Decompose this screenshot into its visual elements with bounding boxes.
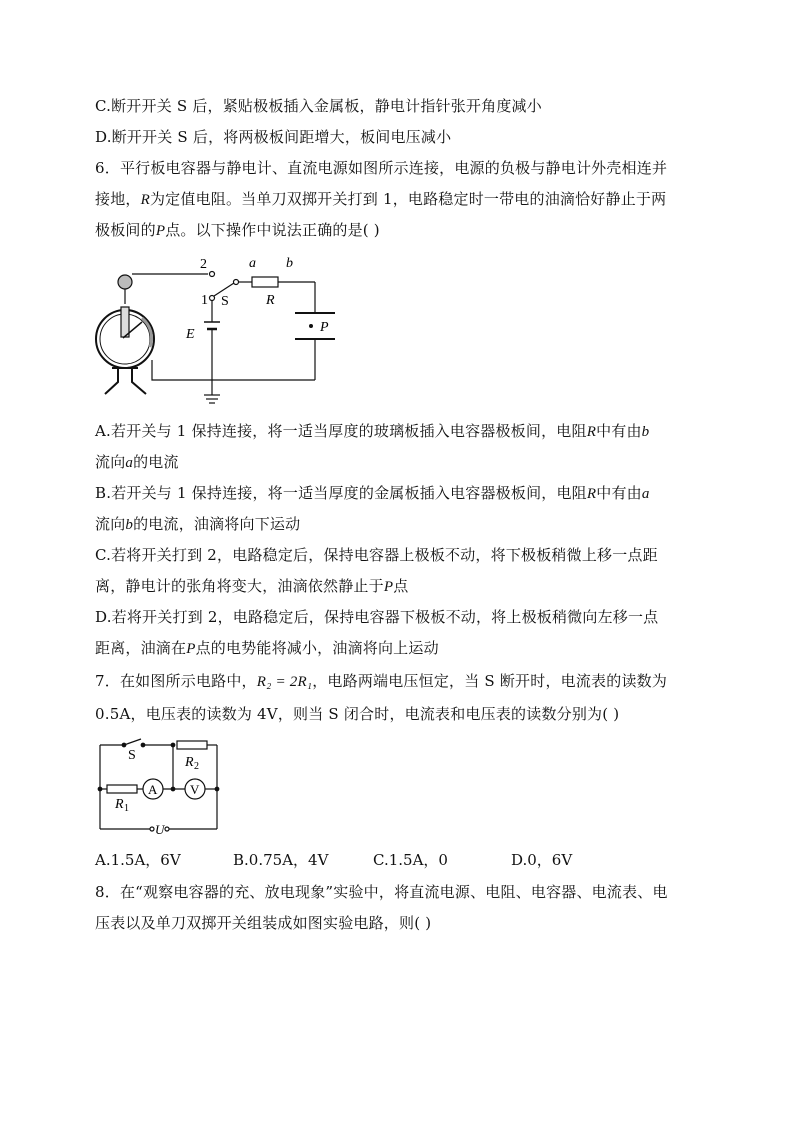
label-switch-s: S [128,748,136,763]
question-6-stem-line1: 6．平行板电容器与静电计、直流电源如图所示连接，电源的负极与静电计外壳相连并 [95,159,668,177]
option-7a: A.1.5A，6V [95,851,181,869]
label-resistor-r2: R [185,755,194,770]
label-resistor-r2-sub: 2 [194,761,199,772]
option-6c-line2: 离，静电计的张角将变大，油滴依然静止于P点 [95,577,409,595]
label-resistor-r1-sub: 1 [124,803,129,814]
option-6c-line1: C.若将开关打到 2，电路稳定后，保持电容器上极板不动，将下极板稍微上移一点距 [95,546,658,564]
question-7-stem-line1: 7．在如图所示电路中，R₂ = 2R₁，电路两端电压恒定，当 S 断开时，电流表的读数为 [95,672,668,690]
option-7b: B.0.75A，4V [233,851,329,869]
label-point-b: b [286,256,293,271]
question-8-stem-line2: 压表以及单刀双掷开关组装成如图实验电路，则( ) [95,914,432,932]
option-6a-line1: A.若开关与 1 保持连接，将一适当厚度的玻璃板插入电容器极板间，电阻R中有由b [95,422,650,440]
question-6-stem-line3: 极板间的P点。以下操作中说法正确的是( ) [95,221,380,239]
label-voltage-u: U [155,822,165,837]
option-6d-line2: 距离，油滴在P点的电势能将减小，油滴将向上运动 [95,639,439,657]
option-6b-line1: B.若开关与 1 保持连接，将一适当厚度的金属板插入电容器极板间，电阻R中有由a [95,484,650,502]
option-6a-line2: 流向a的电流 [95,453,179,471]
label-terminal-2: 2 [200,257,207,272]
circuit-diagram-q7 [95,737,225,837]
option-5c: C.断开开关 S 后，紧贴极板插入金属板，静电计指针张开角度减小 [95,97,542,115]
question-6-stem-line2: 接地，R为定值电阻。当单刀双掷开关打到 1，电路稳定时一带电的油滴恰好静止于两 [95,190,667,208]
question-7-stem-line2: 0.5A，电压表的读数为 4V，则当 S 闭合时，电流表和电压表的读数分别为( ) [95,705,620,723]
option-6d-line1: D.若将开关打到 2，电路稳定后，保持电容器下极板不动，将上极板稍微向左移一点 [95,608,659,626]
label-resistor-r: R [266,293,275,308]
option-6b-line2: 流向b的电流，油滴将向下运动 [95,515,301,533]
label-switch-s: S [221,294,229,309]
label-battery-e: E [186,327,195,342]
circuit-diagram-q6 [90,252,340,412]
label-ammeter: A [148,782,158,797]
label-point-p: P [320,320,329,335]
label-terminal-1: 1 [201,293,208,308]
label-voltmeter: V [190,782,200,797]
option-7d: D.0，6V [511,851,573,869]
option-7c: C.1.5A，0 [373,851,448,869]
question-8-stem-line1: 8．在“观察电容器的充、放电现象”实验中，将直流电源、电阻、电容器、电流表、电 [95,883,668,901]
label-point-a: a [249,256,256,271]
label-resistor-r1: R [115,797,124,812]
option-5d: D.断开开关 S 后，将两极板间距增大，板间电压减小 [95,128,452,146]
